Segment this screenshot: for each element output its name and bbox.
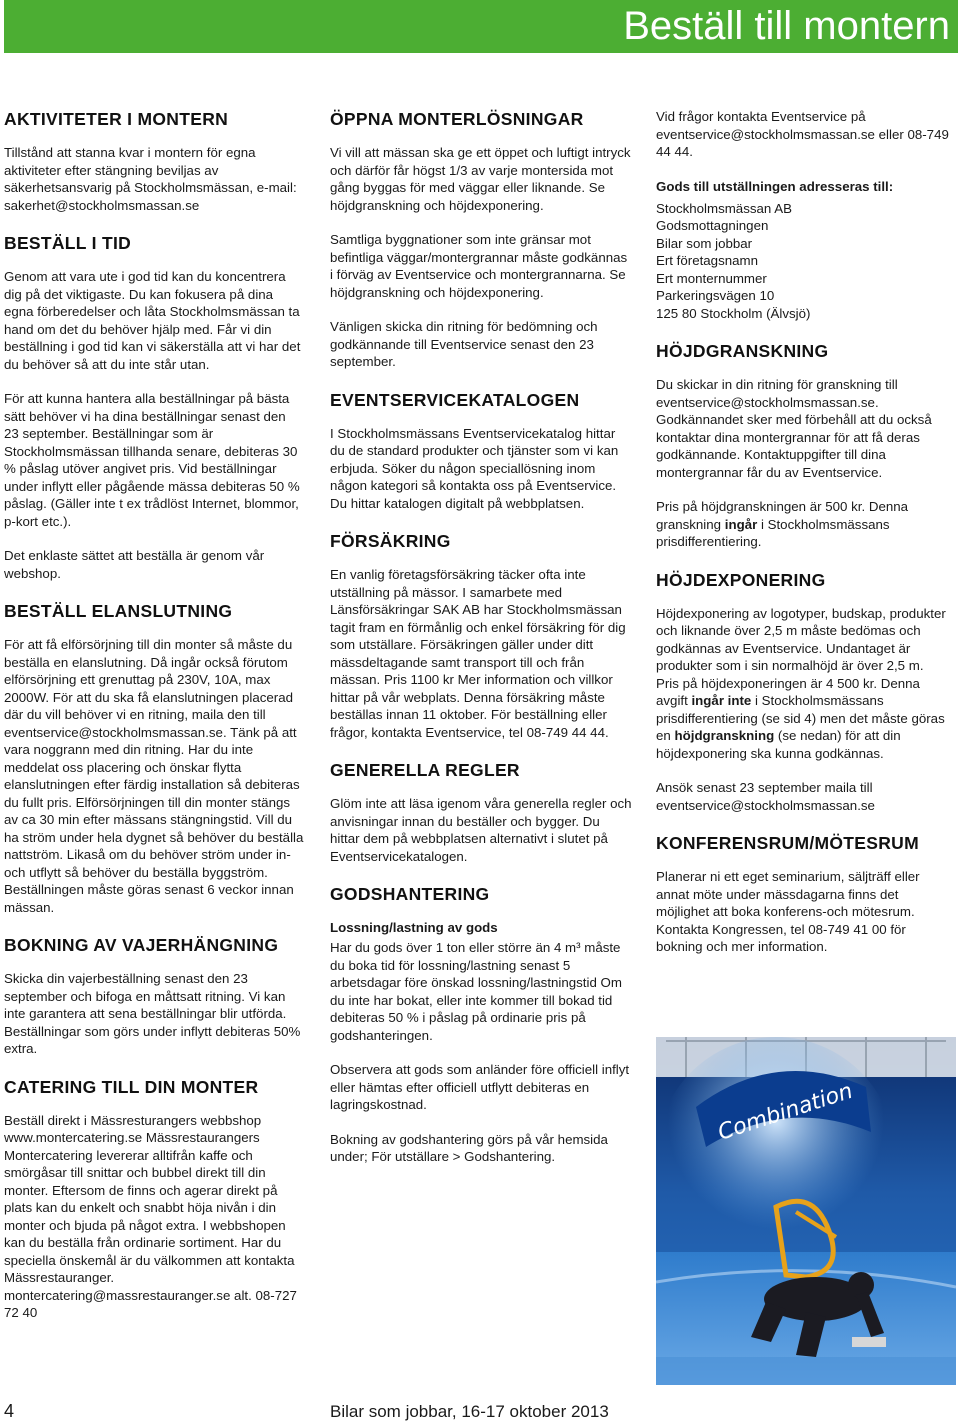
page-title: Beställ till montern bbox=[623, 4, 950, 48]
text-forsakring: En vanlig företagsförsäkring täcker ofta inte utställning på mässor. I samarbete med Länsförsäkringar SAK AB har Stockholmsmässan tagit fram en förmånlig och enkel försäkring för dig som utställare. Försäkringen gäller under ditt mässdeltagande samt transport till och från mässan. Pris 1100 kr Mer information och villkor hittar på vår webplats. Denna försäkring måste beställas innan 11 oktober. För beställning eller frågor, kontakta Eventservice, tel 08-749 44 44. bbox=[330, 567, 626, 740]
text-tid-1: Genom att vara ute i god tid kan du koncentrera dig på det viktigaste. Du kan fokusera på dina egna förberedelser och låta Stockholmsmässan ta hand om det du behöver hjälp med. Får vi din beställning i god tid kan vi säkerställa att vi har det du behöver så att du inte står utan. bbox=[4, 269, 301, 372]
heading-regler: GENERELLA REGLER bbox=[330, 760, 520, 780]
address-line: 125 80 Stockholm (Älvsjö) bbox=[656, 305, 811, 321]
text-catering: Beställ direkt i Mässresturangers webbshop www.montercatering.se Mässrestaurangers Montercatering levererar alltifrån kaffe och smörgåsar till snittar och bubbel direkt till din monter. Eftersom de finns och agerar direkt på plats kan du enkelt och snabbt höja nivån i din monter och bjuda på något extra. I webbshopen kan du beställa från ordinarie sortiment. Har du speciella önskemål är du välkommen att kontakta Mässrestauranger. montercatering@massrestauranger.se alt. 08-727 72 40 bbox=[4, 1112, 297, 1320]
photo-worker-at-stand bbox=[656, 1037, 956, 1385]
address-line: Stockholmsmässan AB bbox=[656, 200, 792, 216]
subheading-lossning: Lossning/lastning av gods bbox=[330, 920, 498, 935]
text-el: För att få elförsörjning till din monter så måste du beställa en elanslutning. Då ingår också förutom elförsörjning ett grenuttag på 230V, 10A, max 2000W. För att du ska få elanslutningen placerad där du vill behöver vi en ritning, maila den till eventservice@stockholmsmassan.se. Tänk på att vara noggrann med din ritning. Har du inte meddelat oss placering och önskar flytta elanslutningen efter färdig installation så debiteras du fullt pris. Elförsörjningen till din monter stängs av ca 30 min efter mässans stängningstid. Vill du ha ström under hela dygnet så behöver du beställa nattström. Likaså om du behöver ström under in- och utflytt så behöver du beställa byggström. Beställningen måste göras senast 6 veckor innan mässan. bbox=[4, 637, 304, 915]
text-he-3: Ansök senast 23 september maila till eventservice@stockholmsmassan.se bbox=[656, 780, 875, 813]
heading-hojdexponering: HÖJDEXPONERING bbox=[656, 569, 826, 590]
header-banner bbox=[4, 0, 958, 53]
subheading-adress: Gods till utställningen adresseras till: bbox=[656, 178, 894, 194]
column-left bbox=[4, 108, 304, 1339]
heading-forsakring: FÖRSÄKRING bbox=[330, 531, 451, 551]
text-tid-3: Det enklaste sättet att beställa är genom vår webshop. bbox=[4, 548, 265, 581]
heading-katalog: EVENTSERVICEKATALOGEN bbox=[330, 389, 580, 410]
heading-aktiviteter: AKTIVITETER I MONTERN bbox=[4, 109, 229, 129]
text-gods-2: Observera att gods som anländer före officiell inflyt eller hämtas efter officiell utflytt debiteras en lagringskostnad. bbox=[330, 1062, 630, 1112]
address-line: Parkeringsvägen 10 bbox=[656, 288, 775, 303]
column-right bbox=[656, 108, 952, 973]
heading-konferens: KONFERENSRUM/MÖTESRUM bbox=[656, 833, 919, 853]
photo-illustration bbox=[656, 1037, 956, 1385]
text-hg-2: Pris på höjdgranskningen är 500 kr. Denna granskning ingår i Stockholmsmässans prisdifferentiering. bbox=[656, 499, 909, 549]
page-number: 4 bbox=[4, 1401, 15, 1421]
heading-bestall-i-tid: BESTÄLL I TID bbox=[4, 233, 132, 253]
text-oppna-2: Samtliga byggnationer som inte gränsar mot befintliga väggar/montergrannar måste godkännas i förväg av Eventservice och montergrannarna. Se höjdgranskning och höjdexponering. bbox=[330, 232, 628, 300]
heading-catering: CATERING TILL DIN MONTER bbox=[4, 1076, 259, 1097]
address-line: Ert monternummer bbox=[656, 270, 767, 286]
text-oppna-1: Vi vill att mässan ska ge ett öppet och luftigt intryck och därför får högst 1/3 av varje montersida mot gång byggas för med väggar eller liknande. Se höjdgranskning och höjdexponering. bbox=[330, 145, 631, 213]
text-fragor: Vid frågor kontakta Eventservice på eventservice@stockholmsmassan.se eller 08-749 44 44. bbox=[656, 109, 949, 159]
heading-godshantering: GODSHANTERING bbox=[330, 884, 490, 904]
heading-vajer: BOKNING AV VAJERHÄNGNING bbox=[4, 935, 279, 955]
text-vajer: Skicka din vajerbeställning senast den 23 september och bifoga en måttsatt ritning. Vi kan inte garantera att sena beställningar blir utförda. Beställningar som görs under inflytt debiteras 50% extra. bbox=[4, 971, 301, 1056]
text-konferens: Planerar ni ett eget seminarium, säljträff eller annat möte under mässdagarna finns det möjlighet att boka konferens-och mötesrum. Kontakta Kongressen, tel 08-749 41 00 för bokning och mer information. bbox=[656, 869, 920, 954]
text-gods-3: Bokning av godshantering görs på vår hemsida under; För utställare > Godshantering. bbox=[330, 1131, 608, 1164]
address-line: Ert företagsnamn bbox=[656, 253, 758, 268]
text-oppna-3: Vänligen skicka din ritning för bedömning och godkännande till Eventservice senast den 23 september. bbox=[330, 319, 598, 369]
text-tid-2: För att kunna hantera alla beställningar på bästa sätt behöver vi ha dina beställningar senast den 23 september. Beställningar som är Stockholmsmässan tillhanda senare, debiteras 30 % påslag utöver angivet pris. Vid beställningar under inflytt eller pågående mässa debiteras 50 % påslag. (Gäller inte t ex trådlöst Internet, blommor, p-kort etc.). bbox=[4, 391, 300, 529]
text-gods-1: Har du gods över 1 ton eller större än 4 m³ måste du boka tid för lossning/lastning senast 5 arbetsdagar före önskad lossning/lastningstid Om du inte har bokat, eller inte kommer till bokad tid debiteras 50 % i påslag på ordinarie pris på godshanteringen. bbox=[330, 940, 622, 1043]
text-katalog: I Stockholmsmässans Eventservicekatalog hittar du de standard produkter och tjänster som vi kan erbjuda. Söker du någon speciallösning inom någon kategori så kontakta oss på Eventservice. Du hittar katalogen digitalt på webbplatsen. bbox=[330, 425, 619, 511]
heading-elanslutning: BESTÄLL ELANSLUTNING bbox=[4, 601, 233, 621]
footer-event: Bilar som jobbar, 16-17 oktober 2013 bbox=[330, 1402, 609, 1421]
text-he-1: Höjdexponering av logotyper, budskap, produkter och liknande över 2,5 m måste bedömas och godkännas av Eventservice. Undantaget är produkter som i sin normalhöjd är över 2,5 m. bbox=[656, 605, 946, 673]
address-block bbox=[656, 200, 952, 323]
heading-hojdgranskning: HÖJDGRANSKNING bbox=[656, 341, 829, 361]
text-aktiviteter: Tillstånd att stanna kvar i montern för egna aktiviteter efter stängning beviljas av säkerhetsansvarig på Stockholmsmässan, e-mail: sakerhet@stockholmsmassan.se bbox=[4, 145, 297, 213]
text-he-2: Pris på höjdexponeringen är 4 500 kr. Denna avgift ingår inte i Stockholmsmässans prisdifferentiering (se sid 4) men det måste göras en höjdgranskning (se nedan) för att din höjdexponering ska kunna godkännas. bbox=[656, 675, 945, 761]
heading-oppna: ÖPPNA MONTERLÖSNINGAR bbox=[330, 109, 584, 129]
text-regler: Glöm inte att läsa igenom våra generella regler och anvisningar innan du beställer och bygger. Du hittar dem på webbplatsen alternativt i slutet på Eventservicekatalogen. bbox=[330, 796, 632, 864]
address-line: Godsmottagningen bbox=[656, 218, 769, 233]
address-line: Bilar som jobbar bbox=[656, 235, 753, 251]
text-hg-1: Du skickar in din ritning för granskning till eventservice@stockholmsmassan.se. Godkännandet sker med förbehåll att du också kontaktar dina montergrannar för att få deras godkännande. Kontaktuppgifter till dina montergrannar får du av Eventservice. bbox=[656, 377, 932, 480]
column-middle bbox=[330, 108, 632, 1183]
photo-sign-text: Combination bbox=[715, 1078, 856, 1146]
